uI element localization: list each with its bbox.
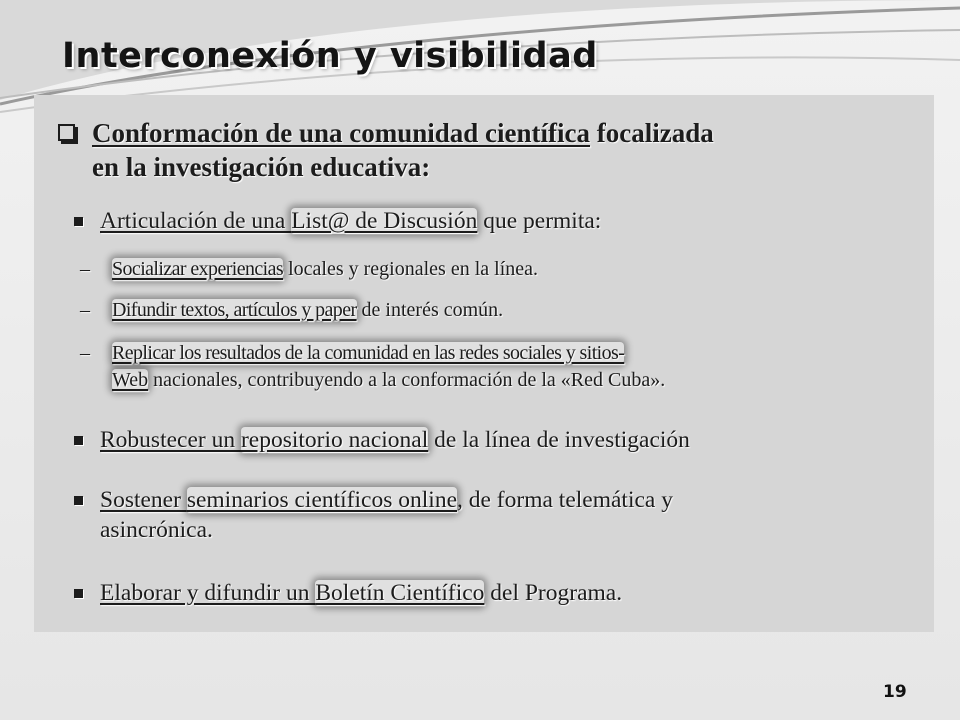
bullet-3-pre: Sostener [100,487,187,513]
subitem-3-underlined-line1: Replicar los resultados de la comunidad en las redes sociales y sitios- [112,342,625,364]
bullet-sostener [74,485,914,545]
subitem-replicar [80,340,910,394]
bullet-2-post: de la línea de investigación [428,427,690,453]
bullet-articulacion [74,206,914,236]
subitem-3-rest: nacionales, contribuyendo a la conformación de la «Red Cuba». [148,369,666,391]
subitem-3-underlined-line2: Web [112,369,149,391]
page-number: 19 [883,682,907,702]
bullet-4-highlight: Boletín Científico [315,580,485,606]
bullet-2-highlight: repositorio nacional [240,427,429,453]
bullet-2-pre: Robustecer un [100,427,241,453]
subitem-difundir [80,297,910,324]
main-point-line2: en la investigación educativa: [92,152,431,182]
bullet-1-highlight: List@ de Discusión [291,208,478,234]
subitem-1-underlined: Socializar experiencias [112,258,284,280]
filled-square-bullet-icon [74,496,83,505]
hollow-square-bullet-icon [58,124,75,141]
subitem-2-underlined: Difundir textos, artículos y paper [112,299,357,321]
bullet-1-post: que permita: [477,208,602,234]
bullet-3-highlight: seminarios científicos online [186,487,457,513]
bullet-3-post: , de forma telemática y [457,487,673,513]
subitem-socializar [80,256,910,283]
filled-square-bullet-icon [74,217,83,226]
bullet-1-pre: Articulación de una [100,208,292,234]
bullet-4-pre: Elaborar y difundir un [100,580,316,606]
bullet-robustecer [74,425,914,455]
subitem-1-rest: locales y regionales en la línea. [283,258,539,280]
dash-marker: – [80,258,90,280]
bullet-4-post: del Programa. [484,580,623,606]
main-point-rest: focalizada [590,118,714,148]
main-point [58,116,918,184]
main-point-underlined: Conformación de una comunidad científica [92,118,591,148]
filled-square-bullet-icon [74,589,83,598]
filled-square-bullet-icon [74,436,83,445]
bullet-elaborar [74,578,914,608]
slide-title: Interconexión y visibilidad [62,36,598,76]
dash-marker: – [80,299,90,321]
dash-marker: – [80,342,90,364]
subitem-2-rest: de interés común. [356,299,504,321]
bullet-3-line2: asincrónica. [100,517,213,543]
